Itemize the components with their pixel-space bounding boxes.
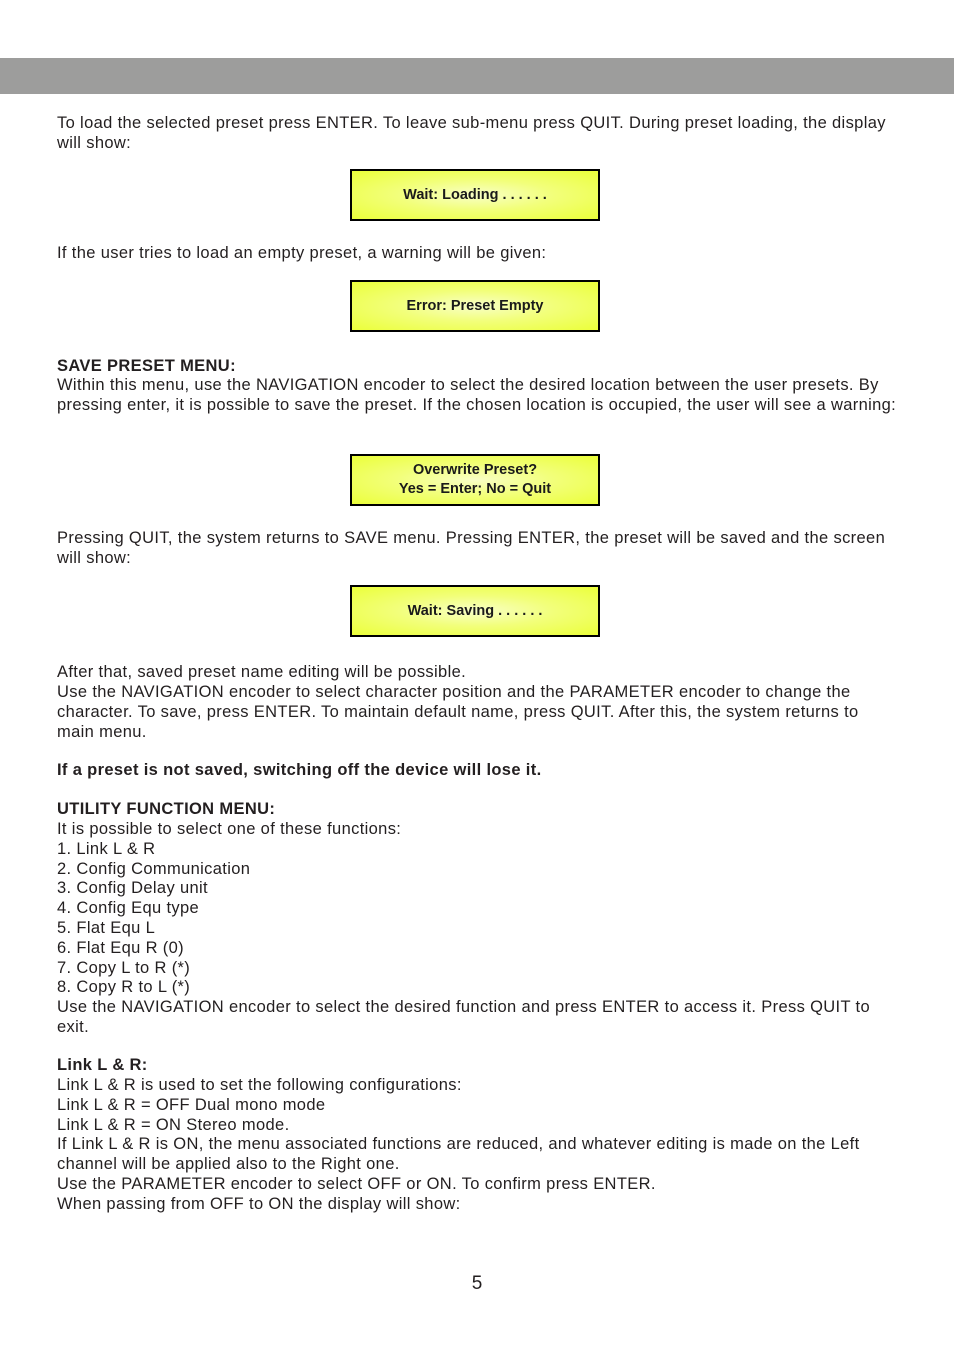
- list-item: 5. Flat Equ L: [57, 918, 156, 937]
- name-editing-paragraph: Use the NAVIGATION encoder to select character position and the PARAMETER encoder to change the character. To save, press ENTER. To maintain default name, press QUIT. After this, the system returns to main menu.: [57, 683, 859, 741]
- link-lr-line: Link L & R = ON Stereo mode.: [57, 1115, 290, 1134]
- utility-intro: It is possible to select one of these functions:: [57, 820, 402, 838]
- intro-paragraph: To load the selected preset press ENTER. To leave sub-menu press QUIT. During preset loading, the display will show:: [57, 114, 886, 152]
- link-lr-line: If Link L & R is ON, the menu associated functions are reduced, and whatever editing is made on the Left channel will be applied also to the Right one.: [57, 1135, 860, 1174]
- page-number: 5: [471, 1273, 483, 1294]
- header-bar: [0, 58, 954, 94]
- lcd-display-saving: [350, 585, 600, 637]
- link-lr-line: Link L & R = OFF Dual mono mode: [57, 1095, 326, 1114]
- lcd-text: Wait: Saving . . . . . .: [407, 602, 543, 619]
- lcd-display-overwrite: [350, 454, 600, 506]
- link-lr-line: Link L & R is used to set the following configurations:: [57, 1076, 462, 1094]
- link-lr-block: [57, 1076, 897, 1215]
- save-preset-heading: SAVE PRESET MENU:: [57, 357, 236, 375]
- lcd-text: Wait: Loading . . . . . .: [403, 186, 547, 203]
- link-lr-line: When passing from OFF to ON the display will show:: [57, 1194, 461, 1213]
- list-item: 3. Config Delay unit: [57, 879, 208, 898]
- name-editing-line: After that, saved preset name editing will be possible.: [57, 663, 467, 681]
- warning-note: If a preset is not saved, switching off the device will lose it.: [57, 761, 542, 779]
- lcd-display-error: [350, 280, 600, 332]
- link-lr-heading: Link L & R:: [57, 1056, 148, 1074]
- quit-enter-paragraph: Pressing QUIT, the system returns to SAVE menu. Pressing ENTER, the preset will be saved and the screen will show:: [57, 529, 886, 567]
- list-item: 8. Copy R to L (*): [57, 978, 191, 997]
- list-item: 1. Link L & R: [57, 839, 156, 858]
- lcd-text: Error: Preset Empty: [406, 297, 544, 314]
- save-preset-paragraph: Within this menu, use the NAVIGATION encoder to select the desired location between the user presets. By pressing enter, it is possible to save the preset. If the chosen location is occupied, the user will see a warning:: [57, 376, 897, 414]
- list-item: 7. Copy L to R (*): [57, 958, 191, 977]
- list-item: 4. Config Equ type: [57, 899, 200, 918]
- list-item: 2. Config Communication: [57, 859, 251, 878]
- utility-menu-block: [57, 820, 897, 1038]
- lcd-text-line-2: Yes = Enter; No = Quit: [398, 481, 552, 497]
- utility-menu-heading: UTILITY FUNCTION MENU:: [57, 800, 276, 818]
- lcd-display-loading: [350, 169, 600, 221]
- utility-outro: Use the NAVIGATION encoder to select the desired function and press ENTER to access it. Press QUIT to exit.: [57, 998, 871, 1036]
- empty-preset-paragraph: If the user tries to load an empty preset, a warning will be given:: [57, 244, 547, 262]
- link-lr-line: Use the PARAMETER encoder to select OFF or ON. To confirm press ENTER.: [57, 1174, 656, 1193]
- list-item: 6. Flat Equ R (0): [57, 938, 184, 957]
- lcd-text-line-1: Overwrite Preset?: [412, 462, 538, 478]
